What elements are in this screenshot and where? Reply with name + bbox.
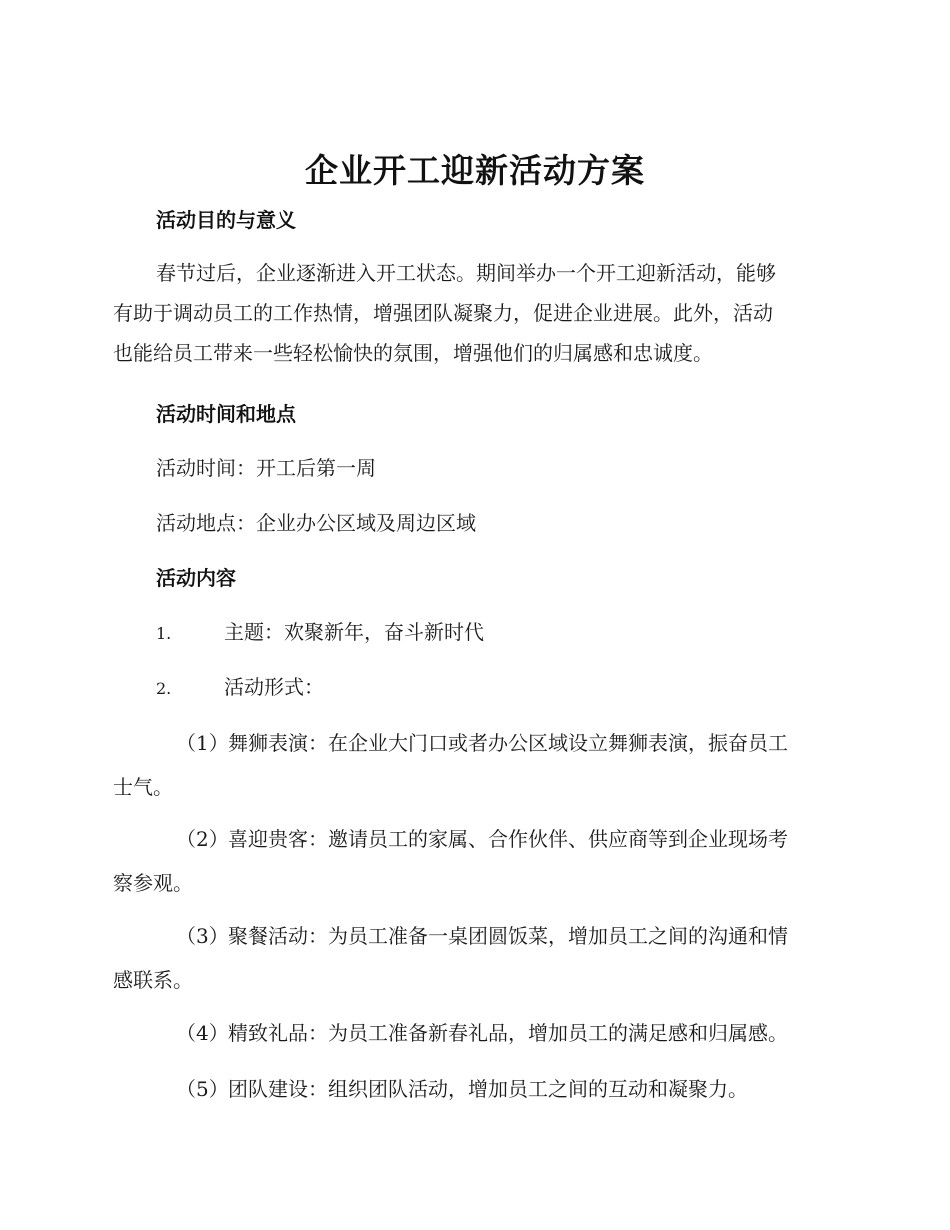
sub-item-1: [113, 721, 837, 809]
activity-time: 活动时间：开工后第一周: [156, 456, 376, 480]
item-number: 2.: [156, 679, 172, 698]
sub-item-continuation: 察参观。: [113, 871, 193, 895]
sub-item-marker: （5）: [176, 1077, 229, 1101]
section-heading-purpose: 活动目的与意义: [156, 208, 296, 232]
sub-item-marker: （4）: [176, 1021, 229, 1045]
sub-item-text: 团队建设：组织团队活动，增加员工之间的互动和凝聚力。: [228, 1077, 748, 1101]
numbered-item-1: [156, 617, 484, 649]
item-text: 活动形式：: [224, 675, 324, 699]
paragraph-line: 也能给员工带来一些轻松愉快的氛围，增强他们的归属感和忠诚度。: [113, 341, 713, 365]
section-heading-time-place: 活动时间和地点: [156, 402, 296, 426]
sub-item-2: [113, 817, 837, 905]
numbered-item-2: [156, 672, 324, 704]
sub-item-continuation: 士气。: [113, 775, 173, 799]
purpose-paragraph: [113, 253, 837, 373]
item-text: 主题：欢聚新年，奋斗新时代: [224, 620, 484, 644]
sub-item-text: 聚餐活动：为员工准备一桌团圆饭菜，增加员工之间的沟通和情: [228, 924, 788, 948]
item-number: 1.: [156, 624, 172, 643]
sub-item-text: 喜迎贵客：邀请员工的家属、合作伙伴、供应商等到企业现场考: [228, 827, 788, 851]
paragraph-line: 有助于调动员工的工作热情，增强团队凝聚力，促进企业进展。此外，活动: [113, 301, 773, 325]
sub-item-5: [113, 1067, 837, 1111]
paragraph-line: 春节过后，企业逐渐进入开工状态。期间举办一个开工迎新活动，能够: [156, 261, 776, 285]
sub-item-3: [113, 914, 837, 1002]
section-heading-content: 活动内容: [156, 566, 236, 590]
sub-item-text: 舞狮表演：在企业大门口或者办公区域设立舞狮表演，振奋员工: [228, 731, 788, 755]
sub-item-marker: （2）: [176, 827, 229, 851]
sub-item-text: 精致礼品：为员工准备新春礼品，增加员工的满足感和归属感。: [228, 1021, 788, 1045]
sub-item-continuation: 感联系。: [113, 968, 193, 992]
activity-place: 活动地点：企业办公区域及周边区域: [156, 511, 476, 535]
document-title: 企业开工迎新活动方案: [305, 151, 645, 190]
sub-item-marker: （1）: [176, 731, 229, 755]
sub-item-marker: （3）: [176, 924, 229, 948]
sub-item-4: [113, 1011, 837, 1055]
